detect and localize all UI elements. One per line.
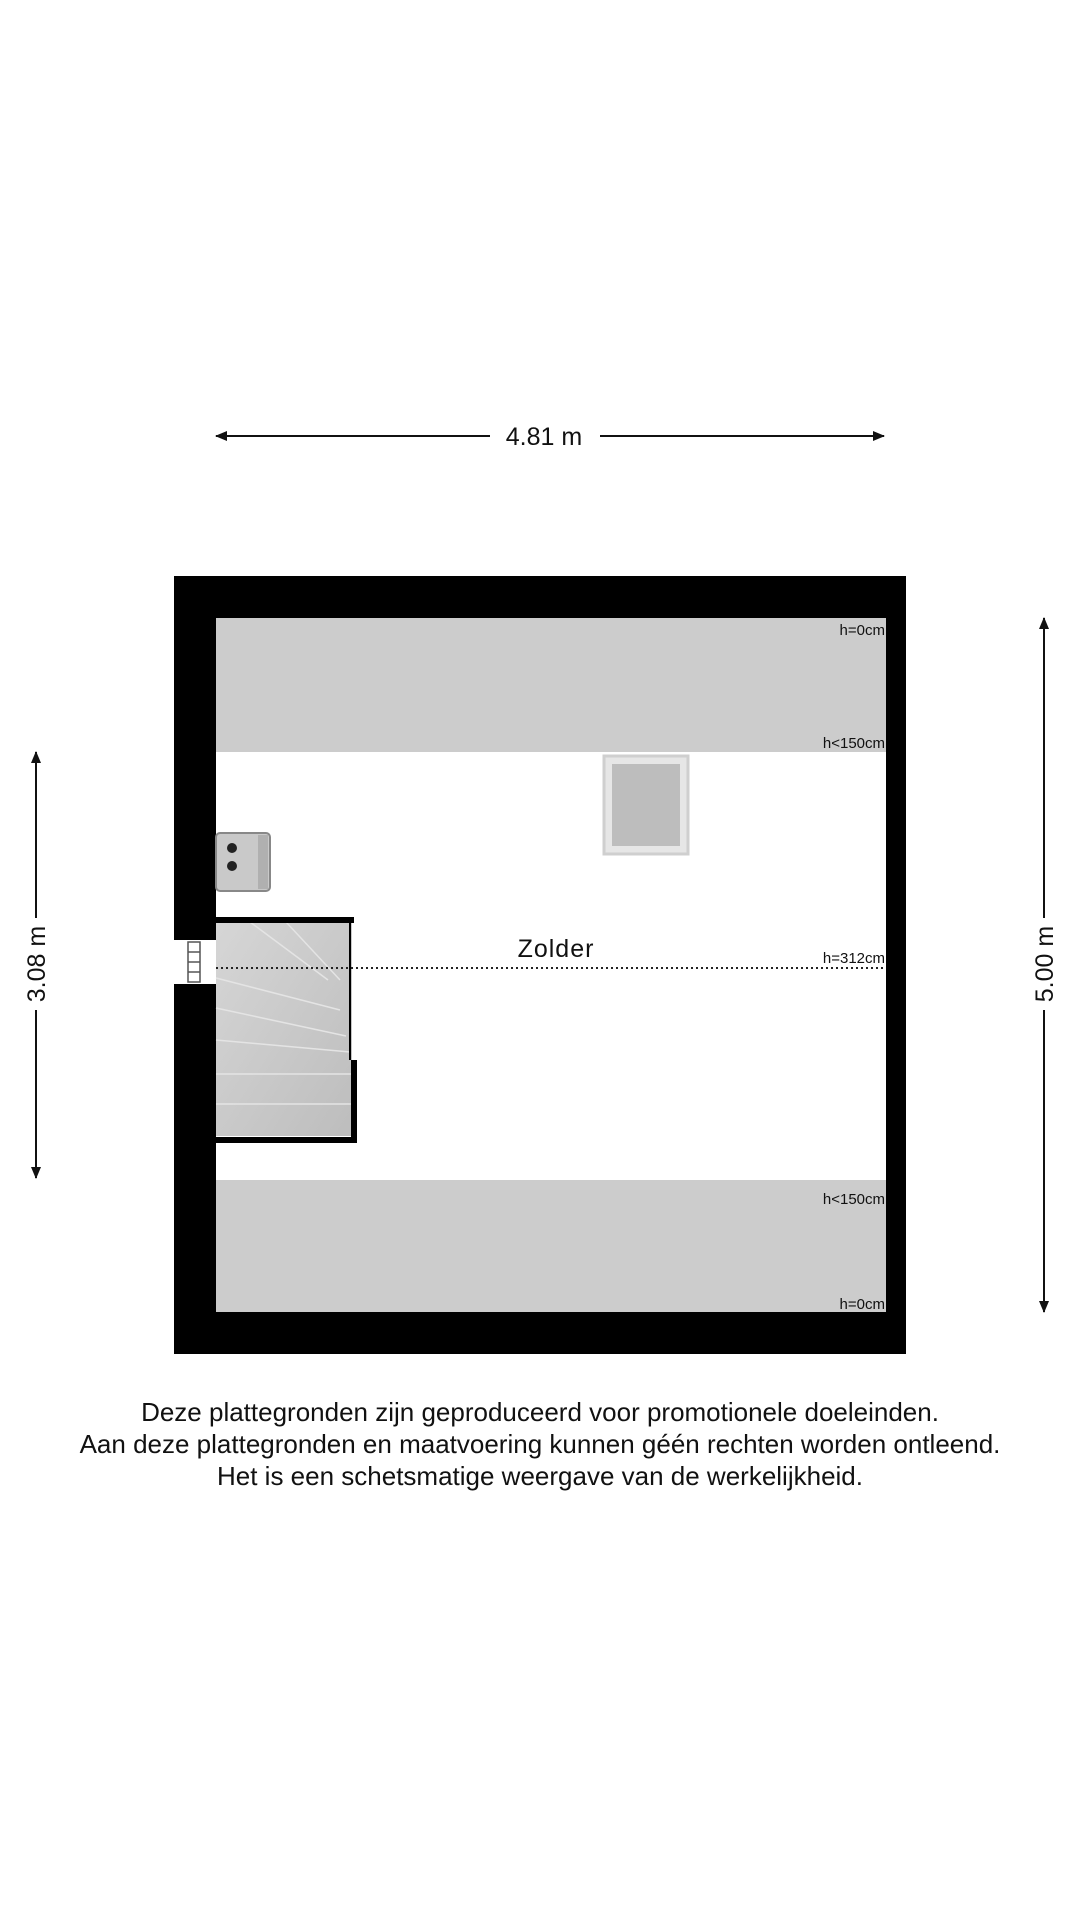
skylight-icon [604,756,688,854]
disclaimer-line-2: Aan deze plattegronden en maatvoering kunnen géén rechten worden ontleend. [79,1429,1001,1459]
height-label-top-edge: h=0cm [839,622,885,639]
left-height-label: 3.08 m [23,925,51,1003]
boiler-icon [216,833,270,891]
disclaimer [0,1396,1080,1492]
right-height-dimension [1031,618,1059,1312]
height-label-bottom-slope: h<150cm [822,1191,885,1208]
height-label-top-slope: h<150cm [822,735,885,752]
width-dimension [216,423,884,451]
disclaimer-line-3: Het is een schetsmatige weergave van de werkelijkheid. [216,1461,863,1491]
right-height-label: 5.00 m [1031,925,1059,1003]
window-icon [174,940,216,984]
low-ceiling-zone-top [216,618,886,752]
room-label: Zolder [517,935,595,963]
low-ceiling-zone-bottom [216,1180,886,1312]
staircase-icon [216,920,354,1140]
width-label: 4.81 m [505,423,583,451]
height-label-ridge: h=312cm [822,950,885,967]
disclaimer-line-1: Deze plattegronden zijn geproduceerd voor promotionele doeleinden. [141,1397,939,1427]
height-label-bottom-edge: h=0cm [839,1296,885,1313]
left-height-dimension [23,752,51,1178]
